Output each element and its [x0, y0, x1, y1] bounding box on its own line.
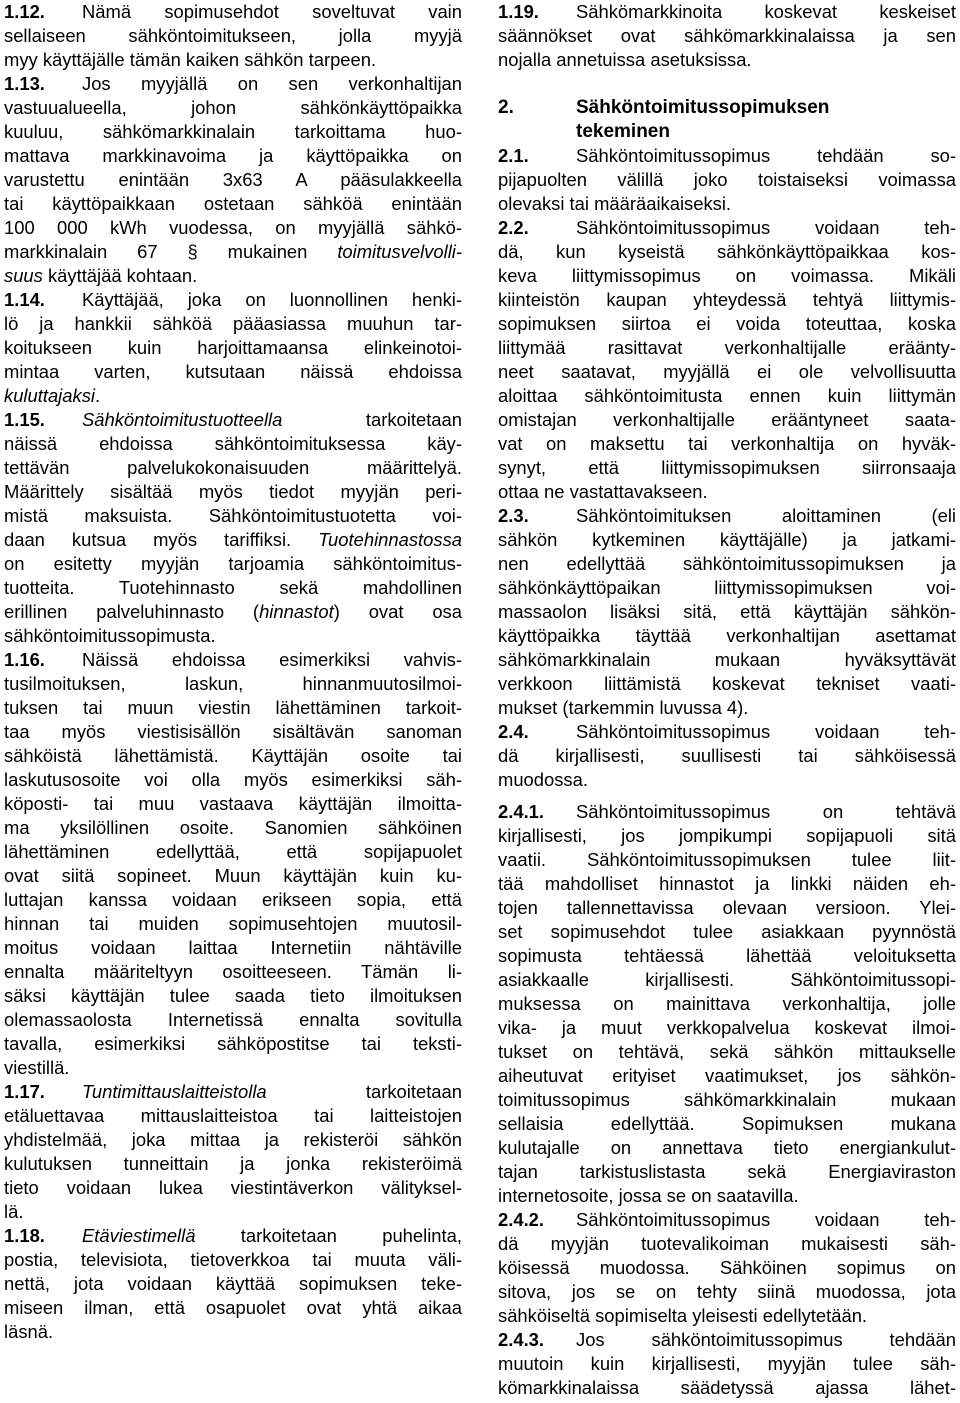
- text-line: taa myös viestisisällön sisältävän sanoman: [4, 721, 462, 742]
- text-line: neet saatavat, myyjällä ei ole velvollisuutta: [498, 361, 956, 382]
- text-line: ovat siitä sopineet. Muun käyttäjän kuin ku-: [4, 865, 462, 886]
- text-line: tukset on tehtävä, sekä sähkön mittaukselle: [498, 1041, 956, 1062]
- text-line: sähkömarkkinalain mukaan hyväksyttävät: [498, 649, 956, 670]
- text-line: sopimuksen siirtoa ei voida toteuttaa, koska: [498, 313, 956, 334]
- text-line: säksi käyttäjän tulee saada tieto ilmoituksen: [4, 985, 462, 1006]
- section-number: 2.: [498, 97, 514, 118]
- text-line: sähköiseltä sopimiselta yleisesti edellytetään.: [498, 1305, 868, 1326]
- heading-text: Sähköntoimitussopimuksen: [576, 97, 830, 118]
- text-line: olemassaolosta Internetissä ennalta sovitulla: [4, 1009, 462, 1030]
- section-number: 1.14.: [4, 289, 45, 310]
- text-line: vastuualueella, johon sähkönkäyttöpaikka: [4, 97, 462, 118]
- term-italic: Tuotehinnastossa: [318, 529, 462, 550]
- section-number: 2.3.: [498, 505, 529, 526]
- text-line: toimitussopimus sähkömarkkinalain mukaan: [498, 1089, 956, 1110]
- text-line: olevaksi tai määräaikaiseksi.: [498, 193, 732, 214]
- section-1-19: [498, 0, 956, 24]
- section-1-15: [4, 408, 462, 432]
- text-line: tää mahdolliset hinnastot ja linkki näiden eh-: [498, 873, 956, 894]
- text-line: kulutajalle on annettava tieto energiankulut-: [498, 1137, 956, 1158]
- text-line: mukset (tarkemmin luvussa 4).: [498, 697, 749, 718]
- text-line: liittymää rasittavat verkonhaltijalle eräänty-: [498, 337, 956, 358]
- section-1-17: [4, 1080, 462, 1104]
- text-line: lä.: [4, 1201, 24, 1222]
- text-line: nojalla annetuissa asetuksissa.: [498, 49, 752, 70]
- text-line: verkkoon liittämistä koskevat tekniset vaati-: [498, 673, 956, 694]
- text-line: läsnä.: [4, 1321, 54, 1342]
- text-line: sellaiseen sähköntoimitukseen, jolla myyjä: [4, 25, 462, 46]
- text-line: kulutuksen tunneittain ja jonka rekisteröimä: [4, 1153, 462, 1174]
- text-line: laskutusosoite voi olla myös esimerkiksi säh-: [4, 769, 462, 790]
- text-line: muutoin kuin kirjallisesti, myyjän tulee säh-: [498, 1353, 956, 1374]
- section-2-4-3: [498, 1328, 956, 1352]
- term-italic: Tuntimittauslaitteistolla: [82, 1081, 267, 1102]
- text-line: köisessä muodossa. Sähköinen sopimus on: [498, 1257, 956, 1278]
- term-italic: suus: [4, 265, 43, 286]
- text-line: massaolon lisäksi sitä, että käyttäjän sähkön-: [498, 601, 956, 622]
- text-line: muodossa.: [498, 769, 588, 790]
- text-line: tojen tallennettavissa olevaan versioon. Ylei-: [498, 897, 956, 918]
- term-italic: Etäviestimellä: [82, 1225, 196, 1246]
- section-number: 1.16.: [4, 649, 45, 670]
- text: daan kutsua myös tariffiksi.: [4, 529, 319, 550]
- text-line: tieto voidaan lukea viestintäverkon välityksel-: [4, 1177, 462, 1198]
- text-line: käyttöpaikka täyttää verkonhaltijan asettamat: [498, 625, 956, 646]
- text-line: tai käyttöpaikkaan ostetaan sähköä enintään: [4, 193, 462, 214]
- text-line: sähköntoimitussopimusta.: [4, 625, 216, 646]
- text-line: mistä maksuista. Sähköntoimitustuotetta voi-: [4, 505, 462, 526]
- text-line: [4, 384, 462, 408]
- text: ) ovat osa: [333, 601, 462, 622]
- text: .: [94, 385, 101, 406]
- text: käyttäjää kohtaan.: [42, 265, 198, 286]
- text-line: kömarkkinalaissa säädetyssä ajassa lähet-: [498, 1377, 956, 1398]
- text-line: koitukseen kuin harjoittamaansa elinkeinotoi-: [4, 337, 462, 358]
- section-number: 2.2.: [498, 217, 529, 238]
- text-line: vika- ja muut verkkopalvelua koskevat ilmoi-: [498, 1017, 956, 1038]
- text: Sähköntoimitussopimus voidaan teh-: [576, 1209, 956, 1230]
- text-line: tettävän palvelukokonaisuuden määrittelyä.: [4, 457, 462, 478]
- text-line: postia, televisiota, tietoverkkoa tai muuta väli-: [4, 1249, 462, 1270]
- text-line: kuuluu, sähkömarkkinalain tarkoittama huo-: [4, 121, 462, 142]
- section-number: 2.1.: [498, 145, 529, 166]
- text-line: viestillä.: [4, 1057, 70, 1078]
- text-line: on esitetty myyjän tarjoamia sähköntoimitus-: [4, 553, 462, 574]
- section-number: 2.4.3.: [498, 1329, 545, 1350]
- text: Sähkömarkkinoita koskevat keskeiset: [576, 1, 956, 22]
- text: markkinalain 67 § mukainen: [4, 241, 338, 262]
- text: Jos myyjällä on sen verkonhaltijan: [82, 73, 462, 94]
- text-line: vaatii. Sähköntoimitussopimuksen tulee liit-: [498, 849, 956, 870]
- text-line: aiheutuvat erityiset vaatimukset, jos sähkön-: [498, 1065, 956, 1086]
- text-line: hinnan tai muiden sopimusehtojen muutosil-: [4, 913, 462, 934]
- section-number: 1.13.: [4, 73, 45, 94]
- text-line: aloittaa sähköntoimitusta ennen kuin liittymän: [498, 385, 956, 406]
- text: Näissä ehdoissa esimerkiksi vahvis-: [82, 649, 462, 670]
- text-line: tavalla, esimerkiksi sähköpostitse tai teksti-: [4, 1033, 462, 1054]
- text-line: omistajan verkonhaltijalle erääntyneet saata-: [498, 409, 956, 430]
- section-1-12: [4, 0, 462, 24]
- section-heading-2: [498, 96, 956, 120]
- section-2-3: [498, 504, 956, 528]
- text-line: nen edellyttää sähköntoimitussopimuksen ja: [498, 553, 956, 574]
- text-line: myy käyttäjälle tämän kaiken sähkön tarpeen.: [4, 49, 377, 70]
- text-line: vat on maksettu tai verkonhaltija on hyväk-: [498, 433, 956, 454]
- section-number: 2.4.1.: [498, 801, 545, 822]
- section-number: 1.15.: [4, 409, 45, 430]
- text-line: Määrittely sisältää myös tiedot myyjän peri-: [4, 481, 462, 502]
- text-line: kirjallisesti, jos jompikumpi sopijapuoli sitä: [498, 825, 956, 846]
- text-line: sähköistä lähettämistä. Käyttäjän osoite tai: [4, 745, 462, 766]
- text-line: tajan tarkistuslistasta sekä Energiaviraston: [498, 1161, 956, 1182]
- text: erillinen palveluhinnasto (: [4, 601, 260, 622]
- text-line: etäluettavaa mittauslaitteistoa tai laitteistojen: [4, 1105, 462, 1126]
- text-line: [4, 264, 462, 288]
- text-line: ma yksilöllinen osoite. Sanomien sähköinen: [4, 817, 462, 838]
- text: tarkoitetaan: [266, 1081, 462, 1102]
- text-line: dä kirjallisesti, suullisesti tai sähköisessä: [498, 745, 956, 766]
- section-1-18: [4, 1224, 462, 1248]
- text-line: set sopimusehdot tulee asiakkaan pyynnöstä: [498, 921, 956, 942]
- section-number: 2.4.2.: [498, 1209, 545, 1230]
- text-line: sähkön kytkeminen käyttäjälle) ja jatkami-: [498, 529, 956, 550]
- text-line: asiakkaalle kirjallisesti. Sähköntoimitussopi-: [498, 969, 956, 990]
- text: tarkoitetaan puhelinta,: [195, 1225, 462, 1246]
- text-line: [4, 240, 462, 264]
- text-line: nettä, jota voidaan käyttää sopimuksen teke-: [4, 1273, 462, 1294]
- term-italic: Sähköntoimitustuotteella: [82, 409, 283, 430]
- text-line: internetosoite, jossa se on saatavilla.: [498, 1185, 799, 1206]
- text: Käyttäjää, joka on luonnollinen henki-: [82, 289, 462, 310]
- section-1-14: [4, 288, 462, 312]
- text-line: varustettu enintään 3x63 A pääsulakkeella: [4, 169, 462, 190]
- text: Jos sähköntoimitussopimus tehdään: [576, 1329, 956, 1350]
- text-line: synyt, että liittymissopimuksen siirronsaaja: [498, 457, 956, 478]
- term-italic: toimitusvelvolli-: [337, 241, 462, 262]
- text-line: moitus voidaan laittaa Internetiin nähtäville: [4, 937, 462, 958]
- text-line: luttajan kanssa voidaan erikseen sopia, että: [4, 889, 462, 910]
- text-line: lö ja hankkii sähköä pääasiassa muuhun tar-: [4, 313, 462, 334]
- text-line: [4, 528, 462, 552]
- text-line: sähkönkäyttöpaikan liittymissopimuksen voi-: [498, 577, 956, 598]
- text-line: [4, 600, 462, 624]
- section-2-2: [498, 216, 956, 240]
- text-line: lähettäminen edellyttää, että sopijapuolet: [4, 841, 462, 862]
- text-line: ottaa ne vastattavakseen.: [498, 481, 708, 502]
- text-line: muksessa on mainittava verkonhaltija, jolle: [498, 993, 956, 1014]
- text-line: sitova, jos se on tehty siinä muodossa, jota: [498, 1281, 956, 1302]
- text: Sähköntoimituksen aloittaminen (eli: [576, 505, 956, 526]
- text: tarkoitetaan: [282, 409, 462, 430]
- text-line: pijapuolten välillä joko toistaiseksi voimassa: [498, 169, 956, 190]
- section-number: 1.17.: [4, 1081, 45, 1102]
- text: Sähköntoimitussopimus tehdään so-: [576, 145, 956, 166]
- text-line: köposti- tai muu vastaava käyttäjän ilmoitta-: [4, 793, 462, 814]
- text-line: dä, kun kyseistä sähkönkäyttöpaikkaa kos-: [498, 241, 956, 262]
- text-line: mattava markkinavoima ja käyttöpaikka on: [4, 145, 462, 166]
- text-line: yhdistelmää, joka mittaa ja rekisteröi sähkön: [4, 1129, 462, 1150]
- text-line: mintaa varten, kutsutaan näissä ehdoissa: [4, 361, 462, 382]
- term-italic: kuluttajaksi: [4, 385, 95, 406]
- text-line: sellaisia edellyttää. Sopimuksen mukana: [498, 1113, 956, 1134]
- text: Sähköntoimitussopimus voidaan teh-: [576, 721, 956, 742]
- text-line: miseen ilman, että osapuolet ovat yhtä aikaa: [4, 1297, 462, 1318]
- text: Sähköntoimitussopimus on tehtävä: [576, 801, 956, 822]
- section-2-4-1: [498, 800, 956, 824]
- text-line: keva liittymissopimus on voimassa. Mikäli: [498, 265, 956, 286]
- text: Nämä sopimusehdot soveltuvat vain: [82, 1, 462, 22]
- text: Sähköntoimitussopimus voidaan teh-: [576, 217, 956, 238]
- section-2-4: [498, 720, 956, 744]
- text-line: näissä ehdoissa sähköntoimituksessa käy-: [4, 433, 462, 454]
- section-2-4-2: [498, 1208, 956, 1232]
- section-1-13: [4, 72, 462, 96]
- text-line: kiinteistön kaupan yhteydessä tehtyä liittymis-: [498, 289, 956, 310]
- text-line: dä myyjän tuotevalikoiman mukaisesti säh-: [498, 1233, 956, 1254]
- heading-text: tekeminen: [576, 121, 670, 142]
- section-number: 1.19.: [498, 1, 539, 22]
- text-line: säännökset ovat sähkömarkkinalaissa ja sen: [498, 25, 956, 46]
- term-italic: hinnastot: [259, 601, 334, 622]
- text-line: ennalta määriteltyyn osoitteeseen. Tämän li-: [4, 961, 462, 982]
- text-line: 100 000 kWh vuodessa, on myyjällä sähkö-: [4, 217, 462, 238]
- section-2-1: [498, 144, 956, 168]
- section-1-16: [4, 648, 462, 672]
- text-line: tuksen tai muun viestin lähettäminen tarkoit-: [4, 697, 462, 718]
- section-number: 1.18.: [4, 1225, 45, 1246]
- text-line: tusilmoituksen, laskun, hinnanmuutosilmoi-: [4, 673, 462, 694]
- section-number: 2.4.: [498, 721, 529, 742]
- section-number: 1.12.: [4, 1, 45, 22]
- text-line: sopimusta tehtäessä lähettää veloituksetta: [498, 945, 956, 966]
- text-line: tuotteita. Tuotehinnasto sekä mahdollinen: [4, 577, 462, 598]
